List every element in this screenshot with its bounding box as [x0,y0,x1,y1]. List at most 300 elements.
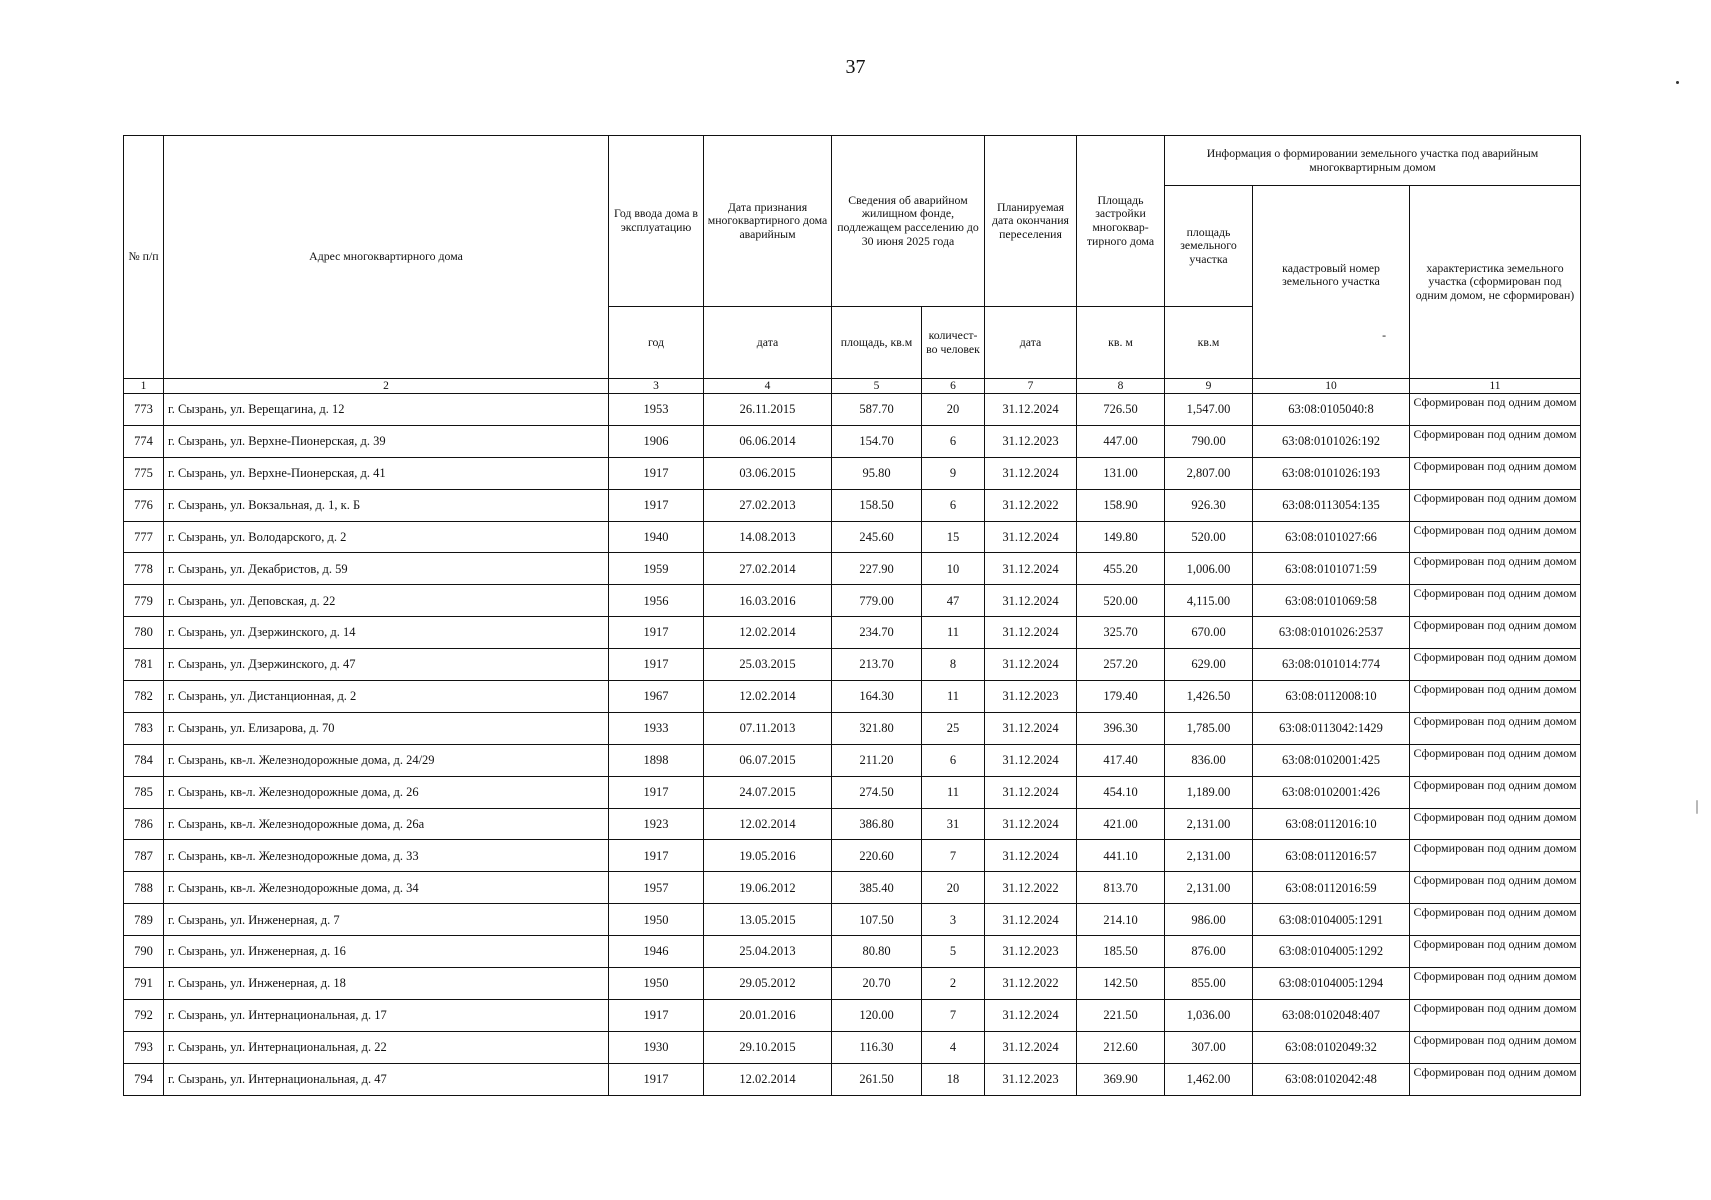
address-cell: г. Сызрань, ул. Верещагина, д. 12 [164,394,609,426]
built-area-cell: 185.50 [1077,936,1165,968]
row-number: 782 [124,681,164,713]
column-number: 6 [922,379,985,394]
characteristic-cell: Сформирован под одним домом [1410,904,1581,936]
column-number: 5 [832,379,922,394]
table-row [124,617,1581,649]
row-number: 777 [124,521,164,553]
people-cell: 20 [922,394,985,426]
land-area-cell: 2,131.00 [1165,840,1253,872]
header-unit-date: дата [704,307,832,379]
row-number: 789 [124,904,164,936]
built-area-cell: 257.20 [1077,649,1165,681]
land-area-cell: 670.00 [1165,617,1253,649]
table-row [124,712,1581,744]
area-cell: 164.30 [832,681,922,713]
header-cadastral [1253,186,1410,379]
area-cell: 261.50 [832,1063,922,1095]
people-cell: 6 [922,489,985,521]
area-cell: 779.00 [832,585,922,617]
declared-date-cell: 12.02.2014 [704,681,832,713]
row-number: 792 [124,999,164,1031]
area-cell: 220.60 [832,840,922,872]
header-land-info: Информация о формировании земельного участка под аварийным многоквартирным домом [1165,136,1581,186]
land-area-cell: 2,131.00 [1165,808,1253,840]
land-area-cell: 307.00 [1165,1031,1253,1063]
row-number: 780 [124,617,164,649]
area-cell: 386.80 [832,808,922,840]
land-area-cell: 1,785.00 [1165,712,1253,744]
area-cell: 385.40 [832,872,922,904]
cadastral-cell: 63:08:0102001:425 [1253,744,1410,776]
planned-date-cell: 31.12.2024 [985,394,1077,426]
address-cell: г. Сызрань, ул. Вокзальная, д. 1, к. Б [164,489,609,521]
characteristic-cell: Сформирован под одним домом [1410,712,1581,744]
built-area-cell: 212.60 [1077,1031,1165,1063]
declared-date-cell: 29.10.2015 [704,1031,832,1063]
planned-date-cell: 31.12.2024 [985,585,1077,617]
header-unit-date2: дата [985,307,1077,379]
year-cell: 1967 [609,681,704,713]
table-body [124,394,1581,1096]
area-cell: 158.50 [832,489,922,521]
year-cell: 1917 [609,840,704,872]
land-area-cell: 520.00 [1165,521,1253,553]
cadastral-cell: 63:08:0104005:1294 [1253,968,1410,1000]
row-number: 776 [124,489,164,521]
header-land-area: площадь земельного участка [1165,186,1253,307]
address-cell: г. Сызрань, ул. Инженерная, д. 7 [164,904,609,936]
land-area-cell: 855.00 [1165,968,1253,1000]
area-cell: 107.50 [832,904,922,936]
area-cell: 116.30 [832,1031,922,1063]
address-cell: г. Сызрань, кв-л. Железнодорожные дома, д. 26а [164,808,609,840]
area-cell: 20.70 [832,968,922,1000]
people-cell: 7 [922,999,985,1031]
year-cell: 1917 [609,489,704,521]
cadastral-cell: 63:08:0112008:10 [1253,681,1410,713]
header-cadastral-mark: - [1382,327,1386,342]
declared-date-cell: 19.06.2012 [704,872,832,904]
planned-date-cell: 31.12.2024 [985,840,1077,872]
table-row [124,1063,1581,1095]
characteristic-cell: Сформирован под одним домом [1410,649,1581,681]
people-cell: 18 [922,1063,985,1095]
planned-date-cell: 31.12.2022 [985,872,1077,904]
people-cell: 8 [922,649,985,681]
row-number: 791 [124,968,164,1000]
characteristic-cell: Сформирован под одним домом [1410,744,1581,776]
people-cell: 4 [922,1031,985,1063]
table-row [124,1031,1581,1063]
declared-date-cell: 13.05.2015 [704,904,832,936]
declared-date-cell: 12.02.2014 [704,617,832,649]
header-unit-sqm2: кв.м [1165,307,1253,379]
planned-date-cell: 31.12.2023 [985,681,1077,713]
year-cell: 1950 [609,968,704,1000]
people-cell: 15 [922,521,985,553]
address-cell: г. Сызрань, ул. Декабристов, д. 59 [164,553,609,585]
row-number: 790 [124,936,164,968]
planned-date-cell: 31.12.2024 [985,808,1077,840]
land-area-cell: 1,426.50 [1165,681,1253,713]
planned-date-cell: 31.12.2024 [985,553,1077,585]
land-area-cell: 986.00 [1165,904,1253,936]
table-row [124,776,1581,808]
table-row [124,649,1581,681]
table-row [124,904,1581,936]
page-number: 37 [845,56,866,78]
people-cell: 2 [922,968,985,1000]
row-number: 775 [124,457,164,489]
planned-date-cell: 31.12.2024 [985,649,1077,681]
table-row [124,553,1581,585]
year-cell: 1950 [609,904,704,936]
planned-date-cell: 31.12.2024 [985,457,1077,489]
characteristic-cell: Сформирован под одним домом [1410,681,1581,713]
row-number: 781 [124,649,164,681]
area-cell: 234.70 [832,617,922,649]
area-cell: 95.80 [832,457,922,489]
cadastral-cell: 63:08:0112016:10 [1253,808,1410,840]
people-cell: 7 [922,840,985,872]
table-row [124,936,1581,968]
column-number: 7 [985,379,1077,394]
table-row [124,585,1581,617]
characteristic-cell: Сформирован под одним домом [1410,394,1581,426]
area-cell: 211.20 [832,744,922,776]
land-area-cell: 1,547.00 [1165,394,1253,426]
people-cell: 11 [922,617,985,649]
people-cell: 11 [922,681,985,713]
declared-date-cell: 07.11.2013 [704,712,832,744]
area-cell: 321.80 [832,712,922,744]
row-number: 784 [124,744,164,776]
planned-date-cell: 31.12.2022 [985,968,1077,1000]
characteristic-cell: Сформирован под одним домом [1410,999,1581,1031]
area-cell: 274.50 [832,776,922,808]
address-cell: г. Сызрань, кв-л. Железнодорожные дома, д. 34 [164,872,609,904]
people-cell: 3 [922,904,985,936]
row-number: 774 [124,425,164,457]
table-row [124,744,1581,776]
built-area-cell: 325.70 [1077,617,1165,649]
header-no: № п/п [124,136,164,379]
cadastral-cell: 63:08:0102049:32 [1253,1031,1410,1063]
land-area-cell: 926.30 [1165,489,1253,521]
header-unit-area: площадь, кв.м [832,307,922,379]
header-land-characteristic: характеристика земельного участка (сформирован под одним домом, не сформирован) [1410,186,1581,379]
declared-date-cell: 06.06.2014 [704,425,832,457]
people-cell: 25 [922,712,985,744]
planned-date-cell: 31.12.2024 [985,744,1077,776]
built-area-cell: 520.00 [1077,585,1165,617]
header-planned-date: Планируемая дата окончания переселения [985,136,1077,307]
characteristic-cell: Сформирован под одним домом [1410,521,1581,553]
address-cell: г. Сызрань, ул. Деповская, д. 22 [164,585,609,617]
declared-date-cell: 12.02.2014 [704,808,832,840]
characteristic-cell: Сформирован под одним домом [1410,1063,1581,1095]
row-number: 773 [124,394,164,426]
row-number: 786 [124,808,164,840]
planned-date-cell: 31.12.2023 [985,936,1077,968]
table-row [124,968,1581,1000]
table-row [124,394,1581,426]
year-cell: 1917 [609,1063,704,1095]
year-cell: 1940 [609,521,704,553]
people-cell: 31 [922,808,985,840]
built-area-cell: 447.00 [1077,425,1165,457]
land-area-cell: 1,189.00 [1165,776,1253,808]
header-unit-year: год [609,307,704,379]
cadastral-cell: 63:08:0101026:193 [1253,457,1410,489]
year-cell: 1898 [609,744,704,776]
land-area-cell: 2,807.00 [1165,457,1253,489]
address-cell: г. Сызрань, ул. Интернациональная, д. 17 [164,999,609,1031]
table-row [124,999,1581,1031]
address-cell: г. Сызрань, ул. Володарского, д. 2 [164,521,609,553]
people-cell: 47 [922,585,985,617]
built-area-cell: 417.40 [1077,744,1165,776]
table-row [124,872,1581,904]
table-row [124,840,1581,872]
characteristic-cell: Сформирован под одним домом [1410,968,1581,1000]
declared-date-cell: 24.07.2015 [704,776,832,808]
scan-speck [1696,800,1698,814]
cadastral-cell: 63:08:0113054:135 [1253,489,1410,521]
address-cell: г. Сызрань, ул. Интернациональная, д. 47 [164,1063,609,1095]
declared-date-cell: 20.01.2016 [704,999,832,1031]
address-cell: г. Сызрань, ул. Елизарова, д. 70 [164,712,609,744]
declared-date-cell: 12.02.2014 [704,1063,832,1095]
built-area-cell: 142.50 [1077,968,1165,1000]
year-cell: 1917 [609,457,704,489]
declared-date-cell: 25.03.2015 [704,649,832,681]
row-number: 779 [124,585,164,617]
area-cell: 245.60 [832,521,922,553]
characteristic-cell: Сформирован под одним домом [1410,617,1581,649]
year-cell: 1930 [609,1031,704,1063]
header-built-area: Площадь застройки многоквар-тирного дома [1077,136,1165,307]
area-cell: 213.70 [832,649,922,681]
built-area-cell: 726.50 [1077,394,1165,426]
cadastral-cell: 63:08:0102042:48 [1253,1063,1410,1095]
year-cell: 1956 [609,585,704,617]
people-cell: 20 [922,872,985,904]
table-row [124,681,1581,713]
header-address: Адрес многоквартирного дома [164,136,609,379]
declared-date-cell: 29.05.2012 [704,968,832,1000]
address-cell: г. Сызрань, ул. Интернациональная, д. 22 [164,1031,609,1063]
address-cell: г. Сызрань, ул. Дзержинского, д. 47 [164,649,609,681]
column-number: 11 [1410,379,1581,394]
cadastral-cell: 63:08:0101026:2537 [1253,617,1410,649]
characteristic-cell: Сформирован под одним домом [1410,872,1581,904]
cadastral-cell: 63:08:0113042:1429 [1253,712,1410,744]
area-cell: 227.90 [832,553,922,585]
cadastral-cell: 63:08:0102001:426 [1253,776,1410,808]
address-cell: г. Сызрань, кв-л. Железнодорожные дома, д. 24/29 [164,744,609,776]
built-area-cell: 396.30 [1077,712,1165,744]
land-area-cell: 4,115.00 [1165,585,1253,617]
people-cell: 9 [922,457,985,489]
planned-date-cell: 31.12.2022 [985,489,1077,521]
planned-date-cell: 31.12.2023 [985,1063,1077,1095]
area-cell: 587.70 [832,394,922,426]
characteristic-cell: Сформирован под одним домом [1410,553,1581,585]
cadastral-cell: 63:08:0102048:407 [1253,999,1410,1031]
area-cell: 154.70 [832,425,922,457]
planned-date-cell: 31.12.2024 [985,521,1077,553]
built-area-cell: 149.80 [1077,521,1165,553]
row-number: 785 [124,776,164,808]
built-area-cell: 214.10 [1077,904,1165,936]
column-number: 8 [1077,379,1165,394]
year-cell: 1953 [609,394,704,426]
planned-date-cell: 31.12.2024 [985,1031,1077,1063]
planned-date-cell: 31.12.2024 [985,904,1077,936]
characteristic-cell: Сформирован под одним домом [1410,1031,1581,1063]
people-cell: 10 [922,553,985,585]
declared-date-cell: 25.04.2013 [704,936,832,968]
row-number: 793 [124,1031,164,1063]
row-number: 787 [124,840,164,872]
year-cell: 1946 [609,936,704,968]
cadastral-cell: 63:08:0104005:1292 [1253,936,1410,968]
people-cell: 5 [922,936,985,968]
cadastral-cell: 63:08:0112016:59 [1253,872,1410,904]
area-cell: 120.00 [832,999,922,1031]
area-cell: 80.80 [832,936,922,968]
cadastral-cell: 63:08:0105040:8 [1253,394,1410,426]
land-area-cell: 629.00 [1165,649,1253,681]
land-area-cell: 876.00 [1165,936,1253,968]
header-year-commissioned: Год ввода дома в эксплуатацию [609,136,704,307]
characteristic-cell: Сформирован под одним домом [1410,776,1581,808]
land-area-cell: 790.00 [1165,425,1253,457]
header-unit-sqm: кв. м [1077,307,1165,379]
people-cell: 6 [922,744,985,776]
characteristic-cell: Сформирован под одним домом [1410,489,1581,521]
characteristic-cell: Сформирован под одним домом [1410,808,1581,840]
built-area-cell: 454.10 [1077,776,1165,808]
header-cadastral-label: кадастровый номер земельного участка [1282,260,1380,289]
declared-date-cell: 03.06.2015 [704,457,832,489]
address-cell: г. Сызрань, ул. Инженерная, д. 16 [164,936,609,968]
year-cell: 1917 [609,617,704,649]
characteristic-cell: Сформирован под одним домом [1410,936,1581,968]
characteristic-cell: Сформирован под одним домом [1410,840,1581,872]
header-emergency-info: Сведения об аварийном жилищном фонде, подлежащем расселению до 30 июня 2025 года [832,136,985,307]
cadastral-cell: 63:08:0112016:57 [1253,840,1410,872]
address-cell: г. Сызрань, ул. Верхне-Пионерская, д. 39 [164,425,609,457]
address-cell: г. Сызрань, ул. Верхне-Пионерская, д. 41 [164,457,609,489]
emergency-housing-table [123,135,1581,1096]
characteristic-cell: Сформирован под одним домом [1410,585,1581,617]
row-number: 778 [124,553,164,585]
declared-date-cell: 19.05.2016 [704,840,832,872]
year-cell: 1917 [609,999,704,1031]
declared-date-cell: 16.03.2016 [704,585,832,617]
table-row [124,425,1581,457]
land-area-cell: 836.00 [1165,744,1253,776]
header-unit-people: количест-во человек [922,307,985,379]
table-row [124,489,1581,521]
characteristic-cell: Сформирован под одним домом [1410,457,1581,489]
declared-date-cell: 27.02.2013 [704,489,832,521]
land-area-cell: 1,036.00 [1165,999,1253,1031]
land-area-cell: 2,131.00 [1165,872,1253,904]
column-number: 3 [609,379,704,394]
cadastral-cell: 63:08:0101071:59 [1253,553,1410,585]
planned-date-cell: 31.12.2024 [985,776,1077,808]
table-row [124,457,1581,489]
built-area-cell: 369.90 [1077,1063,1165,1095]
planned-date-cell: 31.12.2024 [985,712,1077,744]
planned-date-cell: 31.12.2023 [985,425,1077,457]
land-area-cell: 1,006.00 [1165,553,1253,585]
planned-date-cell: 31.12.2024 [985,999,1077,1031]
built-area-cell: 131.00 [1077,457,1165,489]
column-number: 1 [124,379,164,394]
cadastral-cell: 63:08:0101069:58 [1253,585,1410,617]
year-cell: 1933 [609,712,704,744]
declared-date-cell: 14.08.2013 [704,521,832,553]
year-cell: 1917 [609,776,704,808]
row-number: 794 [124,1063,164,1095]
column-number: 4 [704,379,832,394]
table-row [124,808,1581,840]
characteristic-cell: Сформирован под одним домом [1410,425,1581,457]
row-number: 788 [124,872,164,904]
scan-speck [1676,81,1679,84]
cadastral-cell: 63:08:0104005:1291 [1253,904,1410,936]
built-area-cell: 455.20 [1077,553,1165,585]
header-date-declared: Дата признания многоквартирного дома аварийным [704,136,832,307]
address-cell: г. Сызрань, ул. Дистанционная, д. 2 [164,681,609,713]
column-number: 9 [1165,379,1253,394]
built-area-cell: 441.10 [1077,840,1165,872]
table-row [124,521,1581,553]
people-cell: 11 [922,776,985,808]
cadastral-cell: 63:08:0101026:192 [1253,425,1410,457]
year-cell: 1957 [609,872,704,904]
built-area-cell: 221.50 [1077,999,1165,1031]
people-cell: 6 [922,425,985,457]
built-area-cell: 179.40 [1077,681,1165,713]
built-area-cell: 158.90 [1077,489,1165,521]
planned-date-cell: 31.12.2024 [985,617,1077,649]
cadastral-cell: 63:08:0101014:774 [1253,649,1410,681]
column-number: 10 [1253,379,1410,394]
declared-date-cell: 26.11.2015 [704,394,832,426]
built-area-cell: 813.70 [1077,872,1165,904]
built-area-cell: 421.00 [1077,808,1165,840]
row-number: 783 [124,712,164,744]
year-cell: 1906 [609,425,704,457]
year-cell: 1959 [609,553,704,585]
address-cell: г. Сызрань, ул. Дзержинского, д. 14 [164,617,609,649]
address-cell: г. Сызрань, кв-л. Железнодорожные дома, д. 33 [164,840,609,872]
year-cell: 1917 [609,649,704,681]
declared-date-cell: 27.02.2014 [704,553,832,585]
declared-date-cell: 06.07.2015 [704,744,832,776]
address-cell: г. Сызрань, кв-л. Железнодорожные дома, д. 26 [164,776,609,808]
address-cell: г. Сызрань, ул. Инженерная, д. 18 [164,968,609,1000]
column-number-row [124,379,1581,394]
cadastral-cell: 63:08:0101027:66 [1253,521,1410,553]
column-number: 2 [164,379,609,394]
year-cell: 1923 [609,808,704,840]
